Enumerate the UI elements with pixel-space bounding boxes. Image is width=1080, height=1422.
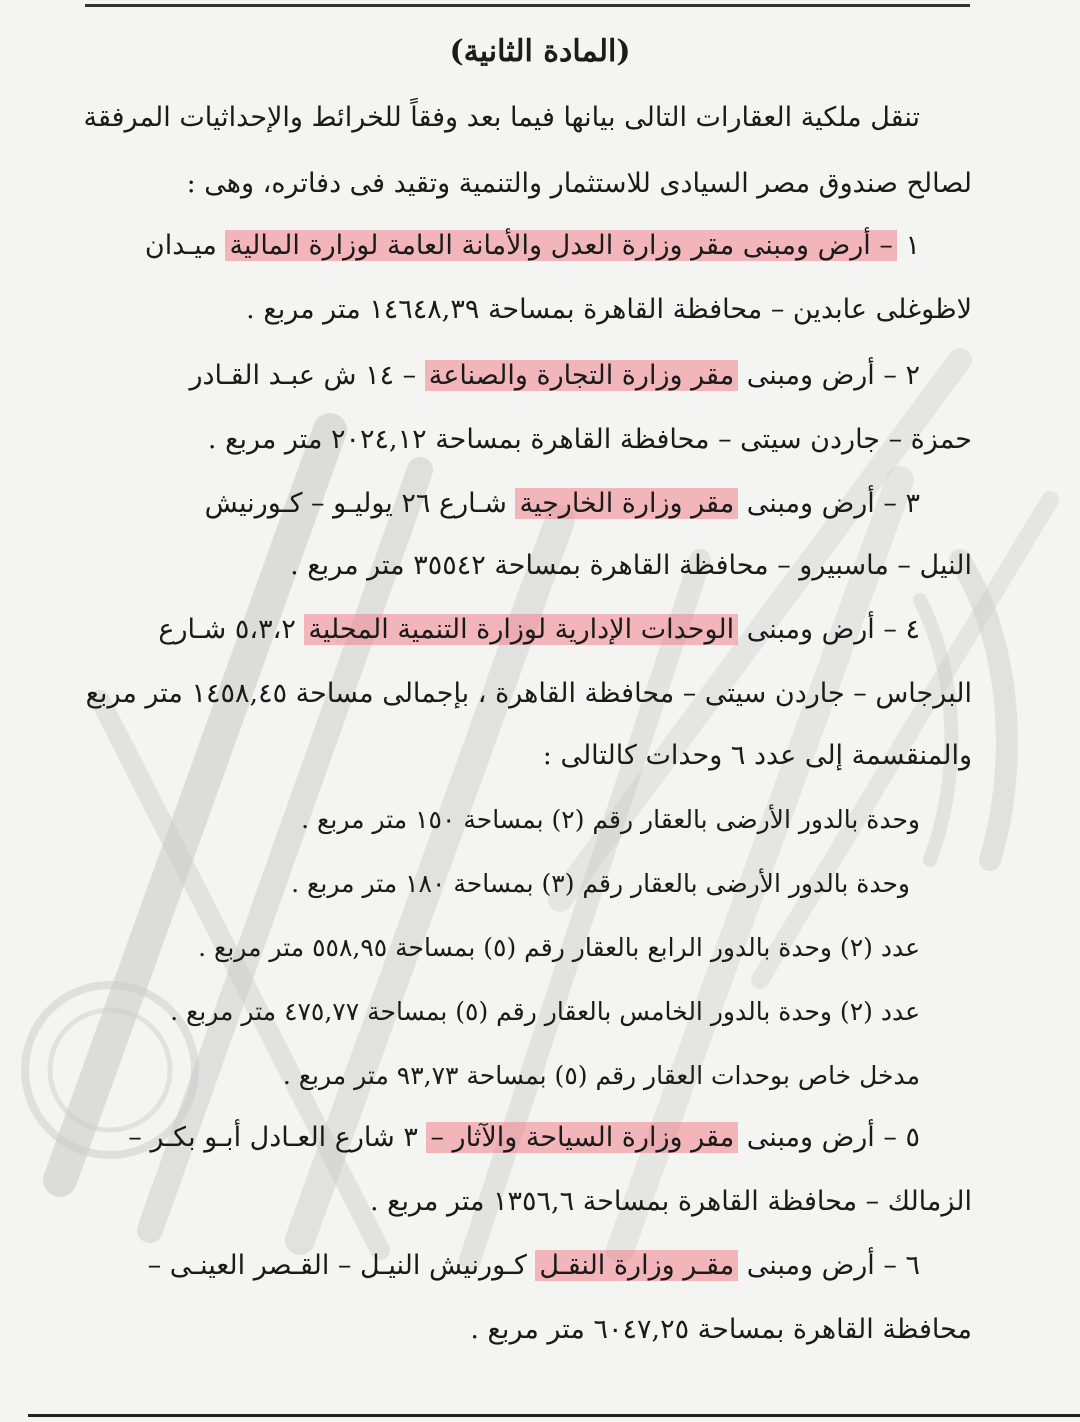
article-title: (المادة الثانية): [449, 34, 631, 69]
item-3-line-2: النيل – ماسبيرو – محافظة القاهرة بمساحة ٣٥٥٤٢ متر مربع .: [290, 550, 972, 581]
item-4-unit-1: وحدة بالدور الأرضى بالعقار رقم (٢) بمساحة ١٥٠ متر مربع .: [301, 805, 920, 834]
item-6-prefix: ٦ – أرض ومبنى: [738, 1250, 920, 1281]
item-4-unit-2: وحدة بالدور الأرضى بالعقار رقم (٣) بمساحة ١٨٠ متر مربع .: [291, 869, 910, 898]
item-6-line-1: [148, 1248, 920, 1284]
item-6-line-2: محافظة القاهرة بمساحة ٦٠٤٧,٢٥ متر مربع .: [470, 1314, 972, 1345]
item-3-line-1: [205, 486, 920, 522]
item-4-unit-5: مدخل خاص بوحدات العقار رقم (٥) بمساحة ٩٣,٧٣ متر مربع .: [282, 1061, 920, 1090]
item-1-prefix: ١: [896, 230, 920, 261]
item-2-line-2: حمزة – جاردن سيتى – محافظة القاهرة بمساحة ٢٠٢٤,١٢ متر مربع .: [207, 424, 972, 455]
item-1-highlight: – أرض ومبنى مقر وزارة العدل والأمانة العامة لوزارة المالية: [225, 230, 896, 261]
item-4-line-2: البرجاس – جاردن سيتى – محافظة القاهرة ، بإجمالى مساحة ١٤٥٨,٤٥ متر مربع: [85, 678, 972, 709]
item-4-highlight: الوحدات الإدارية لوزارة التنمية المحلية: [304, 614, 738, 645]
item-4-line-1: [158, 612, 920, 648]
item-3-prefix: ٣ – أرض ومبنى: [738, 488, 920, 519]
item-4-unit-3: عدد (٢) وحدة بالدور الرابع بالعقار رقم (٥) بمساحة ٥٥٨,٩٥ متر مربع .: [198, 933, 920, 962]
item-1-suffix: ميـدان: [144, 230, 226, 261]
item-4-prefix: ٤ – أرض ومبنى: [738, 614, 920, 645]
intro-line-1: تنقل ملكية العقارات التالى بيانها فيما بعد وفقاً للخرائط والإحداثيات المرفقة: [83, 102, 920, 133]
item-4-suffix: ٥،٣،٢ شـارع: [158, 614, 305, 645]
item-5-line-1: [128, 1120, 920, 1156]
item-6-highlight: مقـر وزارة النقـل: [535, 1250, 738, 1281]
item-2-line-1: [189, 358, 920, 394]
item-5-line-2: الزمالك – محافظة القاهرة بمساحة ١٣٥٦,٦ متر مربع .: [369, 1186, 972, 1217]
item-4-line-3: والمنقسمة إلى عدد ٦ وحدات كالتالى :: [542, 740, 972, 771]
item-3-suffix: شـارع ٢٦ يوليـو – كـورنيش: [204, 488, 516, 519]
item-2-highlight: مقر وزارة التجارة والصناعة: [425, 360, 738, 391]
item-6-suffix: كـورنيش النيـل – القـصر العينـى –: [147, 1250, 536, 1281]
item-1-line-1: [145, 228, 920, 264]
intro-line-2: لصالح صندوق مصر السيادى للاستثمار والتنمية وتقيد فى دفاتره، وهى :: [186, 168, 972, 199]
item-5-prefix: ٥ – أرض ومبنى: [738, 1122, 920, 1153]
item-5-suffix: ٣ شارع العـادل أبـو بكـر –: [128, 1122, 427, 1153]
item-4-unit-4: عدد (٢) وحدة بالدور الخامس بالعقار رقم (٥) بمساحة ٤٧٥,٧٧ متر مربع .: [170, 997, 920, 1026]
item-2-prefix: ٢ – أرض ومبنى: [738, 360, 920, 391]
item-3-highlight: مقر وزارة الخارجية: [515, 488, 738, 519]
bottom-rule: [28, 1414, 1080, 1417]
item-5-highlight: مقر وزارة السياحة والآثار –: [426, 1122, 738, 1153]
item-1-line-2: لاظوغلى عابدين – محافظة القاهرة بمساحة ١٤٦٤٨,٣٩ متر مربع .: [246, 294, 972, 325]
item-2-suffix: – ١٤ ش عبـد القـادر: [189, 360, 425, 391]
